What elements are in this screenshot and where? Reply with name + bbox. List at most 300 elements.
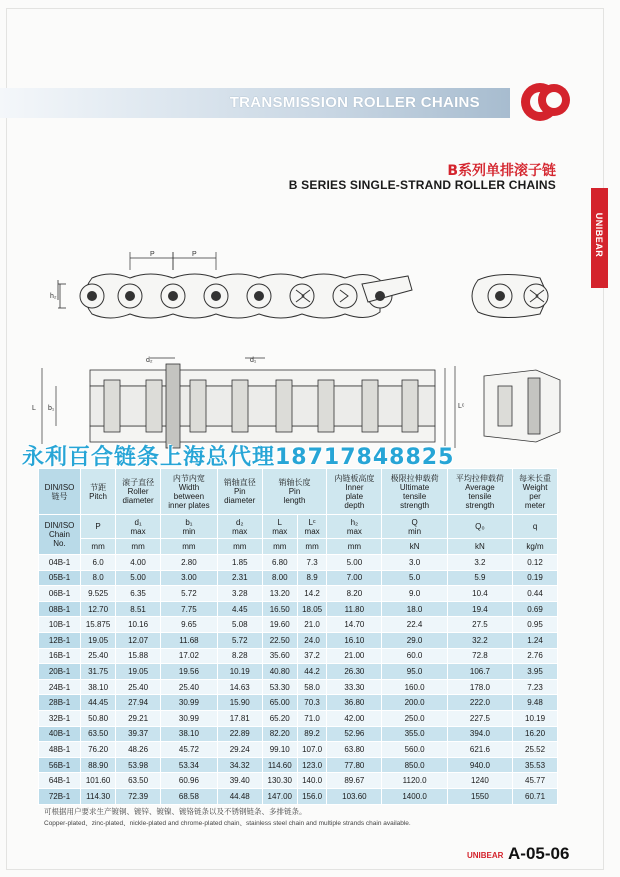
- table-row: [39, 788, 558, 804]
- table-cell: 26.30: [327, 664, 382, 680]
- header-name-4-line: diameter: [224, 496, 256, 505]
- table-cell: 14.70: [327, 617, 382, 633]
- table-cell: 35.60: [262, 648, 297, 664]
- header-name-3-line: Width: [178, 482, 200, 492]
- header-name-8-line: tensile: [468, 491, 492, 501]
- table-cell: 394.0: [447, 726, 512, 742]
- table-cell: 15.875: [80, 617, 115, 633]
- table-cell: 21.00: [327, 648, 382, 664]
- chain-number-cell: 48B-1: [39, 742, 81, 758]
- table-cell: 227.5: [447, 710, 512, 726]
- header-name-6-line: plate: [345, 491, 364, 501]
- table-cell: 2.76: [513, 648, 558, 664]
- header-name-4-line: Pin: [233, 487, 246, 496]
- table-cell: 29.0: [382, 632, 447, 648]
- header-symbol-5-line: L: [277, 517, 282, 527]
- chain-technical-drawing: [0, 240, 600, 450]
- table-cell: 29.21: [116, 710, 161, 726]
- table-cell: 10.16: [116, 617, 161, 633]
- table-row: [39, 648, 558, 664]
- header-symbol-8-line: min: [408, 526, 422, 536]
- table-cell: 16.20: [513, 726, 558, 742]
- table-cell: 45.77: [513, 773, 558, 789]
- table-cell: 11.68: [161, 632, 218, 648]
- table-cell: 3.0: [382, 555, 447, 571]
- header-name-9-line: Weight: [522, 482, 548, 492]
- table-cell: 89.67: [327, 773, 382, 789]
- table-cell: 70.3: [297, 695, 327, 711]
- header-symbol-0: [39, 515, 81, 555]
- header-name-0-line: DIN/ISO: [44, 482, 75, 492]
- table-row: [39, 632, 558, 648]
- table-cell: 27.94: [116, 695, 161, 711]
- watermark-text: 永利百合链条上海总代理18717848825: [22, 445, 455, 470]
- header-unit-3: mm: [217, 539, 262, 555]
- header-name-5-line: length: [283, 496, 306, 505]
- table-cell: 1120.0: [382, 773, 447, 789]
- label-d1: d₁: [250, 357, 257, 364]
- table-row: [39, 664, 558, 680]
- table-cell: 7.75: [161, 601, 218, 617]
- table-cell: 114.30: [80, 788, 115, 804]
- table-cell: 9.48: [513, 695, 558, 711]
- table-cell: 19.05: [116, 664, 161, 680]
- header-name-5: [262, 469, 327, 515]
- table-row: [39, 601, 558, 617]
- header-name-9-line: meter: [524, 500, 546, 510]
- table-cell: 10.4: [447, 586, 512, 602]
- banner-title: TRANSMISSION ROLLER CHAINS: [229, 94, 480, 111]
- header-symbol-7: [327, 515, 382, 539]
- header-unit-7: kN: [382, 539, 447, 555]
- header-symbol-1-line: P: [95, 522, 101, 531]
- header-name-1-line: 节距: [90, 482, 107, 492]
- table-row: [39, 586, 558, 602]
- label-d2: d₂: [146, 357, 153, 364]
- table-cell: 1550: [447, 788, 512, 804]
- table-cell: 250.0: [382, 710, 447, 726]
- header-name-8: [447, 469, 512, 515]
- table-cell: 850.0: [382, 757, 447, 773]
- header-name-5-line: 销轴长度: [278, 478, 311, 487]
- header-symbol-0-line: No.: [53, 539, 66, 548]
- note-chinese: 可根据用户要求生产镀铜、镀锌、镀镍、镀铬链条以及不锈钢链条、多排链条。: [44, 807, 307, 816]
- table-cell: 63.50: [80, 726, 115, 742]
- table-cell: 13.20: [262, 586, 297, 602]
- header-name-8-line: strength: [465, 500, 495, 510]
- table-cell: 19.56: [161, 664, 218, 680]
- header-symbol-9: [447, 515, 512, 539]
- table-cell: 0.44: [513, 586, 558, 602]
- table-cell: 10.19: [513, 710, 558, 726]
- header-unit-5: mm: [297, 539, 327, 555]
- table-cell: 1400.0: [382, 788, 447, 804]
- table-cell: 101.60: [80, 773, 115, 789]
- table-cell: 60.0: [382, 648, 447, 664]
- table-cell: 10.19: [217, 664, 262, 680]
- header-symbol-8-line: Q: [411, 517, 418, 527]
- header-symbol-3: [161, 515, 218, 539]
- table-cell: 160.0: [382, 679, 447, 695]
- table-cell: 6.0: [80, 555, 115, 571]
- header-name-7-line: tensile: [403, 491, 427, 501]
- chain-number-cell: 04B-1: [39, 555, 81, 571]
- header-name-3-line: between: [173, 491, 205, 501]
- table-cell: 38.10: [80, 679, 115, 695]
- table-cell: 35.53: [513, 757, 558, 773]
- page-number: A-05-06: [508, 844, 570, 863]
- header-name-0-line: 链号: [51, 491, 68, 501]
- table-cell: 4.45: [217, 601, 262, 617]
- table-cell: 31.75: [80, 664, 115, 680]
- chain-number-cell: 32B-1: [39, 710, 81, 726]
- table-cell: 63.50: [116, 773, 161, 789]
- table-cell: 36.80: [327, 695, 382, 711]
- table-cell: 8.00: [262, 570, 297, 586]
- header-symbol-0-line: DIN/ISO: [44, 521, 75, 530]
- table-cell: 9.65: [161, 617, 218, 633]
- table-cell: 1240: [447, 773, 512, 789]
- table-cell: 16.10: [327, 632, 382, 648]
- table-cell: 45.72: [161, 742, 218, 758]
- table-cell: 25.52: [513, 742, 558, 758]
- table-cell: 15.88: [116, 648, 161, 664]
- table-cell: 50.80: [80, 710, 115, 726]
- table-cell: 68.58: [161, 788, 218, 804]
- table-cell: 37.2: [297, 648, 327, 664]
- header-symbol-6-line: max: [304, 526, 320, 536]
- table-cell: 44.2: [297, 664, 327, 680]
- table-cell: 5.72: [161, 586, 218, 602]
- table-cell: 40.80: [262, 664, 297, 680]
- label-pitch-2: P: [192, 251, 197, 258]
- table-cell: 76.20: [80, 742, 115, 758]
- header-name-2-line: 滚子直径: [122, 478, 155, 487]
- header-name-2: [116, 469, 161, 515]
- header-symbol-10-line: q: [532, 522, 538, 531]
- header-symbol-6: [297, 515, 327, 539]
- table-cell: 22.4: [382, 617, 447, 633]
- chain-number-cell: 08B-1: [39, 601, 81, 617]
- header-name-7-line: strength: [400, 500, 430, 510]
- table-cell: 0.19: [513, 570, 558, 586]
- table-cell: 14.2: [297, 586, 327, 602]
- chain-number-cell: 16B-1: [39, 648, 81, 664]
- side-tab-label: UNIBEAR: [594, 212, 604, 258]
- table-cell: 27.5: [447, 617, 512, 633]
- table-cell: 16.50: [262, 601, 297, 617]
- table-cell: 19.4: [447, 601, 512, 617]
- table-row: [39, 710, 558, 726]
- header-name-7-line: Ultimate: [399, 482, 430, 492]
- header-name-3: [161, 469, 218, 515]
- header-symbol-7-line: h₂: [350, 517, 359, 527]
- header-name-8-line: Average: [465, 482, 495, 492]
- header-name-9-line: 每米长重: [519, 473, 552, 483]
- header-name-0: [39, 469, 81, 515]
- header-unit-6: mm: [327, 539, 382, 555]
- header-unit-4: mm: [262, 539, 297, 555]
- table-cell: 5.00: [116, 570, 161, 586]
- table-cell: 48.26: [116, 742, 161, 758]
- header-name-6-line: Inner: [345, 482, 364, 492]
- table-cell: 39.40: [217, 773, 262, 789]
- table-cell: 53.30: [262, 679, 297, 695]
- table-cell: 3.00: [161, 570, 218, 586]
- table-cell: 34.32: [217, 757, 262, 773]
- chain-number-cell: 40B-1: [39, 726, 81, 742]
- label-Lc: Lᶜ: [458, 403, 465, 410]
- header-name-6-line: 内链板高度: [334, 473, 375, 483]
- chain-number-cell: 06B-1: [39, 586, 81, 602]
- table-cell: 7.00: [327, 570, 382, 586]
- table-cell: 3.2: [447, 555, 512, 571]
- table-cell: 106.7: [447, 664, 512, 680]
- table-cell: 178.0: [447, 679, 512, 695]
- header-name-9-line: per: [529, 491, 541, 501]
- chain-number-cell: 05B-1: [39, 570, 81, 586]
- table-cell: 940.0: [447, 757, 512, 773]
- heading-chinese: B系列单排滚子链: [447, 163, 556, 179]
- table-cell: 9.0: [382, 586, 447, 602]
- table-cell: 4.00: [116, 555, 161, 571]
- header-symbol-5-line: max: [272, 526, 288, 536]
- header-name-6-line: depth: [344, 500, 365, 510]
- table-cell: 24.0: [297, 632, 327, 648]
- table-cell: 5.08: [217, 617, 262, 633]
- table-cell: 60.71: [513, 788, 558, 804]
- label-pitch-1: P: [150, 251, 155, 258]
- table-cell: 6.35: [116, 586, 161, 602]
- table-cell: 25.40: [116, 679, 161, 695]
- header-row-names: [39, 469, 558, 515]
- table-cell: 8.0: [80, 570, 115, 586]
- chain-number-cell: 28B-1: [39, 695, 81, 711]
- header-name-5-line: Pin: [288, 487, 301, 496]
- table-row: [39, 726, 558, 742]
- table-cell: 21.0: [297, 617, 327, 633]
- header-symbol-9-line: Q₀: [475, 522, 485, 531]
- table-row: [39, 757, 558, 773]
- header-name-7: [382, 469, 447, 515]
- table-cell: 114.60: [262, 757, 297, 773]
- note-english: Copper-plated、zinc-plated、nickle-plated and chrome-plated chain、stainless steel chain and multiple strands chain available.: [44, 820, 411, 827]
- table-cell: 65.20: [262, 710, 297, 726]
- table-cell: 3.28: [217, 586, 262, 602]
- header-symbol-4-line: max: [232, 526, 248, 536]
- table-cell: 222.0: [447, 695, 512, 711]
- header-row-symbols: [39, 515, 558, 539]
- header-symbol-5: [262, 515, 297, 539]
- header-symbol-7-line: max: [346, 526, 362, 536]
- header-symbol-8: [382, 515, 447, 539]
- table-cell: 14.63: [217, 679, 262, 695]
- table-cell: 25.40: [161, 679, 218, 695]
- chain-number-cell: 64B-1: [39, 773, 81, 789]
- table-cell: 72.39: [116, 788, 161, 804]
- table-cell: 103.60: [327, 788, 382, 804]
- header-name-9: [513, 469, 558, 515]
- header-name-2-line: Roller: [127, 487, 149, 496]
- table-cell: 0.69: [513, 601, 558, 617]
- header-symbol-0-line: Chain: [49, 530, 70, 539]
- table-cell: 355.0: [382, 726, 447, 742]
- header-symbol-6-line: Lᶜ: [308, 517, 316, 527]
- table-cell: 88.90: [80, 757, 115, 773]
- chain-number-cell: 10B-1: [39, 617, 81, 633]
- header-unit-0: mm: [80, 539, 115, 555]
- table-row: [39, 695, 558, 711]
- table-cell: 9.525: [80, 586, 115, 602]
- table-cell: 42.00: [327, 710, 382, 726]
- table-cell: 6.80: [262, 555, 297, 571]
- table-cell: 99.10: [262, 742, 297, 758]
- footer-brand: UNIBEAR: [467, 851, 504, 860]
- table-row: [39, 679, 558, 695]
- header-unit-8: kN: [447, 539, 512, 555]
- header-name-4: [217, 469, 262, 515]
- table-cell: 3.95: [513, 664, 558, 680]
- spec-table-body: [39, 555, 558, 805]
- table-cell: 32.2: [447, 632, 512, 648]
- table-cell: 65.00: [262, 695, 297, 711]
- table-cell: 140.0: [297, 773, 327, 789]
- table-row: [39, 555, 558, 571]
- table-cell: 53.98: [116, 757, 161, 773]
- table-cell: 18.0: [382, 601, 447, 617]
- table-cell: 5.0: [382, 570, 447, 586]
- table-cell: 11.80: [327, 601, 382, 617]
- header-symbol-2-line: max: [130, 526, 146, 536]
- header-name-6: [327, 469, 382, 515]
- brand-logo-icon: [516, 76, 574, 126]
- table-cell: 52.96: [327, 726, 382, 742]
- header-row-units: [39, 539, 558, 555]
- table-cell: 77.80: [327, 757, 382, 773]
- header-symbol-4: [217, 515, 262, 539]
- table-cell: 8.28: [217, 648, 262, 664]
- table-cell: 8.9: [297, 570, 327, 586]
- table-cell: 5.9: [447, 570, 512, 586]
- table-cell: 17.02: [161, 648, 218, 664]
- heading-english: B SERIES SINGLE-STRAND ROLLER CHAINS: [288, 178, 556, 192]
- header-unit-1: mm: [116, 539, 161, 555]
- header-symbol-1: [80, 515, 115, 539]
- table-cell: 22.50: [262, 632, 297, 648]
- table-cell: 30.99: [161, 710, 218, 726]
- chain-number-cell: 24B-1: [39, 679, 81, 695]
- label-b1: b₁: [48, 405, 55, 412]
- table-cell: 147.00: [262, 788, 297, 804]
- table-cell: 12.70: [80, 601, 115, 617]
- table-cell: 71.0: [297, 710, 327, 726]
- table-cell: 30.99: [161, 695, 218, 711]
- table-cell: 5.72: [217, 632, 262, 648]
- table-cell: 22.89: [217, 726, 262, 742]
- table-cell: 621.6: [447, 742, 512, 758]
- header-name-4-line: 销轴直径: [223, 478, 256, 487]
- table-cell: 1.24: [513, 632, 558, 648]
- header-symbol-3-line: b₁: [185, 517, 193, 527]
- table-cell: 95.0: [382, 664, 447, 680]
- table-cell: 58.0: [297, 679, 327, 695]
- table-cell: 15.90: [217, 695, 262, 711]
- table-cell: 1.85: [217, 555, 262, 571]
- header-symbol-10: [513, 515, 558, 539]
- table-cell: 107.0: [297, 742, 327, 758]
- header-unit-9: kg/m: [513, 539, 558, 555]
- table-cell: 44.48: [217, 788, 262, 804]
- table-cell: 63.80: [327, 742, 382, 758]
- header-name-8-line: 平均拉伸载荷: [455, 473, 504, 483]
- header-symbol-3-line: min: [182, 526, 196, 536]
- table-cell: 12.07: [116, 632, 161, 648]
- table-cell: 44.45: [80, 695, 115, 711]
- table-cell: 33.30: [327, 679, 382, 695]
- chain-number-cell: 20B-1: [39, 664, 81, 680]
- table-cell: 72.8: [447, 648, 512, 664]
- table-cell: 200.0: [382, 695, 447, 711]
- table-cell: 560.0: [382, 742, 447, 758]
- table-row: [39, 742, 558, 758]
- table-cell: 53.34: [161, 757, 218, 773]
- table-cell: 8.20: [327, 586, 382, 602]
- table-cell: 2.31: [217, 570, 262, 586]
- table-cell: 7.23: [513, 679, 558, 695]
- header-name-1: [80, 469, 115, 515]
- table-cell: 5.00: [327, 555, 382, 571]
- table-cell: 8.51: [116, 601, 161, 617]
- table-row: [39, 773, 558, 789]
- table-cell: 123.0: [297, 757, 327, 773]
- chain-number-cell: 72B-1: [39, 788, 81, 804]
- header-unit-2: mm: [161, 539, 218, 555]
- table-cell: 60.96: [161, 773, 218, 789]
- header-name-3-line: inner plates: [168, 500, 210, 510]
- table-cell: 29.24: [217, 742, 262, 758]
- table-cell: 89.2: [297, 726, 327, 742]
- header-name-2-line: diameter: [122, 496, 154, 505]
- header-name-1-line: Pitch: [89, 491, 107, 501]
- table-cell: 19.60: [262, 617, 297, 633]
- table-row: [39, 617, 558, 633]
- table-cell: 2.80: [161, 555, 218, 571]
- table-cell: 0.95: [513, 617, 558, 633]
- table-cell: 82.20: [262, 726, 297, 742]
- table-cell: 0.12: [513, 555, 558, 571]
- label-h2: h₂: [50, 293, 57, 300]
- table-cell: 7.3: [297, 555, 327, 571]
- header-symbol-2-line: d₁: [134, 517, 142, 527]
- section-banner: [0, 88, 510, 118]
- table-cell: 130.30: [262, 773, 297, 789]
- table-cell: 38.10: [161, 726, 218, 742]
- chain-number-cell: 12B-1: [39, 632, 81, 648]
- table-cell: 17.81: [217, 710, 262, 726]
- table-cell: 156.0: [297, 788, 327, 804]
- label-L: L: [32, 405, 36, 412]
- chain-number-cell: 56B-1: [39, 757, 81, 773]
- chain-spec-table: [38, 468, 558, 805]
- header-symbol-2: [116, 515, 161, 539]
- header-symbol-4-line: d₂: [235, 517, 244, 527]
- header-name-7-line: 极限拉伸载荷: [390, 473, 439, 483]
- table-cell: 19.05: [80, 632, 115, 648]
- table-cell: 18.05: [297, 601, 327, 617]
- table-cell: 25.40: [80, 648, 115, 664]
- header-name-3-line: 内节内宽: [172, 473, 205, 483]
- table-row: [39, 570, 558, 586]
